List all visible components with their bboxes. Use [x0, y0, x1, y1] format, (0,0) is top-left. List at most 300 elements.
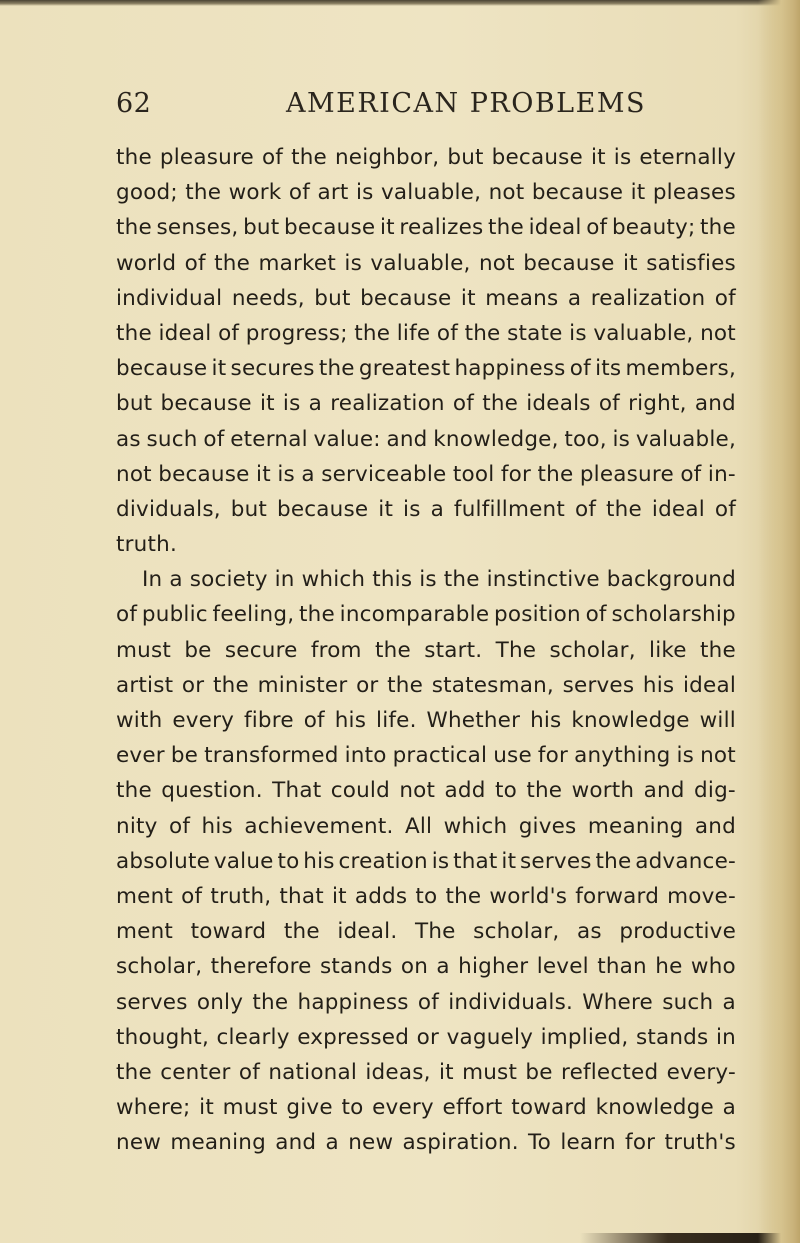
word: the: [700, 215, 736, 241]
word: ideal.: [337, 919, 398, 945]
word: be: [525, 1059, 553, 1085]
word: a: [436, 954, 450, 980]
word: position: [494, 602, 581, 628]
word: give: [286, 1095, 333, 1121]
word: The: [495, 637, 537, 663]
word: is: [282, 391, 301, 417]
text-line: [116, 492, 736, 527]
word: dividuals,: [116, 496, 221, 522]
word: the: [318, 356, 355, 382]
word: question.: [161, 778, 263, 804]
word: its: [595, 356, 622, 382]
word: background: [606, 567, 736, 593]
word: add: [444, 778, 486, 804]
word: neighbor,: [334, 145, 440, 170]
word: realizes: [399, 215, 484, 241]
word: toward: [511, 1095, 587, 1121]
word: is: [569, 320, 587, 346]
word: ment: [116, 883, 174, 909]
word: is: [431, 848, 450, 874]
text-line: [116, 457, 736, 492]
word: feeling,: [212, 602, 295, 628]
text-line: [116, 316, 736, 351]
word: a: [567, 285, 582, 311]
word: must: [116, 637, 172, 663]
word: achievement.: [244, 813, 394, 839]
word: absolute: [116, 848, 211, 874]
word: such: [146, 426, 198, 452]
word: the: [443, 567, 480, 593]
word: he: [655, 954, 683, 980]
word: happiness: [297, 989, 409, 1015]
word: productive: [619, 919, 736, 945]
word: new: [348, 1130, 394, 1156]
text-line: [116, 281, 736, 316]
word: value:: [313, 426, 381, 452]
word: progress;: [245, 320, 348, 346]
text-line: [116, 562, 736, 597]
text-line: [116, 597, 736, 632]
word: meaning: [170, 1130, 266, 1156]
word: such: [662, 989, 714, 1015]
word: his: [642, 672, 675, 698]
word: art: [317, 180, 349, 206]
word: and: [386, 426, 428, 452]
word: work: [228, 180, 282, 206]
running-head: AMERICAN PROBLEMS: [286, 88, 646, 119]
word: not: [399, 778, 436, 804]
word: means: [485, 285, 559, 311]
word: pleases: [652, 180, 736, 206]
word: because: [116, 356, 208, 382]
word: who: [690, 954, 736, 980]
word: eternally: [639, 145, 736, 170]
word: scholar,: [473, 919, 560, 945]
word: it: [630, 180, 646, 206]
word: because: [158, 461, 250, 487]
word: use: [493, 743, 532, 769]
word: That: [272, 778, 322, 804]
word: because: [531, 180, 624, 206]
word: good;: [116, 180, 178, 206]
word: the: [213, 672, 249, 698]
word: a: [722, 989, 736, 1015]
word: satisfies: [646, 250, 736, 276]
word: a: [325, 1130, 339, 1156]
word: it: [460, 285, 476, 311]
word: life: [396, 320, 431, 346]
word: the: [526, 778, 563, 804]
word: with: [116, 708, 163, 733]
word: of: [452, 391, 475, 417]
word: like: [649, 637, 687, 663]
text-line: [116, 633, 736, 668]
word: dig-: [694, 778, 736, 804]
word: because: [277, 496, 369, 522]
word: must: [462, 1059, 518, 1085]
word: too,: [564, 426, 607, 452]
word: or: [181, 672, 205, 698]
word: tool: [452, 461, 495, 487]
word: it: [256, 461, 271, 487]
word: realization: [330, 391, 445, 417]
word: toward: [190, 919, 267, 945]
word: the: [375, 637, 411, 663]
word: artist: [116, 672, 174, 698]
word: public: [141, 602, 208, 628]
word: Where: [582, 989, 653, 1015]
word: ideal: [683, 672, 736, 698]
word: into: [344, 743, 387, 769]
word: is: [344, 250, 362, 276]
word: the: [116, 778, 152, 804]
word: is: [419, 567, 437, 593]
word: All: [404, 813, 433, 839]
word: ideal: [528, 215, 582, 241]
text-line: [116, 985, 736, 1020]
word: must: [222, 1095, 278, 1121]
word: fulfillment: [453, 496, 566, 522]
word: of: [569, 356, 591, 382]
word: ment: [116, 919, 174, 945]
word: the: [252, 989, 289, 1015]
text-line: [116, 351, 736, 386]
word: knowledge,: [433, 426, 559, 452]
word: it: [211, 356, 227, 382]
word: but: [243, 215, 280, 241]
word: be: [170, 743, 199, 769]
word: of: [168, 813, 191, 839]
word: thought,: [116, 1024, 209, 1050]
word: as: [577, 919, 602, 945]
text-line: [116, 140, 736, 175]
word: pleasure: [579, 461, 674, 487]
word: it: [501, 848, 517, 874]
word: realization: [590, 285, 706, 311]
word: worth: [571, 778, 635, 804]
word: his: [201, 813, 233, 839]
word: to: [494, 778, 517, 804]
word: but: [314, 285, 351, 311]
word: members,: [625, 356, 736, 382]
word: the: [387, 672, 424, 698]
word: because: [360, 285, 452, 311]
word: the: [116, 320, 152, 346]
word: but: [447, 145, 484, 170]
word: the: [116, 145, 152, 170]
word: state: [507, 320, 563, 346]
word: scholar,: [116, 954, 203, 980]
word: valuable,: [635, 426, 736, 452]
word: life.: [376, 708, 417, 733]
word: serves: [562, 672, 635, 698]
word: ideals: [526, 391, 591, 417]
word: and: [694, 391, 736, 417]
word: of: [184, 250, 206, 276]
word: creation: [338, 848, 428, 874]
word: meaning: [587, 813, 684, 839]
word: the: [488, 215, 524, 241]
word: fibre: [243, 708, 294, 733]
page-header: [116, 88, 716, 128]
word: than: [597, 954, 647, 980]
word: practical: [392, 743, 488, 769]
page-number: 62: [116, 88, 152, 119]
word: it: [622, 250, 638, 276]
word: of: [261, 145, 284, 170]
word: because: [160, 391, 252, 417]
word: where;: [116, 1095, 191, 1121]
word: that: [453, 848, 498, 874]
word: is: [676, 743, 695, 769]
word: expressed: [297, 1024, 410, 1050]
word: the: [354, 320, 391, 346]
text-line: [116, 1125, 736, 1160]
word: will: [699, 708, 736, 733]
word: serviceable: [321, 461, 447, 487]
text-line: [116, 773, 736, 808]
word: a: [430, 496, 444, 522]
word: reflected: [561, 1059, 659, 1085]
word: minister: [257, 672, 348, 698]
word: the: [464, 320, 501, 346]
word: To: [528, 1130, 552, 1156]
word: for: [625, 1130, 656, 1156]
word: valuable,: [593, 320, 694, 346]
word: for: [537, 743, 569, 769]
word: individual: [116, 285, 223, 311]
word: of: [303, 708, 325, 733]
text-line: [116, 914, 736, 949]
word: the: [116, 215, 152, 241]
word: the: [116, 1059, 152, 1085]
word: value: [213, 848, 274, 874]
word: society: [189, 567, 268, 593]
word: not: [700, 743, 736, 769]
word: market: [258, 250, 336, 276]
word: his: [530, 708, 562, 733]
word: and: [643, 778, 685, 804]
word: could: [330, 778, 390, 804]
word: only: [196, 989, 244, 1015]
word: happiness: [454, 356, 566, 382]
word: knowledge: [571, 708, 690, 733]
word: because: [523, 250, 615, 276]
word: knowledge: [595, 1095, 714, 1121]
text-line: [116, 738, 736, 773]
word: the: [595, 848, 632, 874]
word: of: [116, 602, 138, 628]
word: stands: [635, 1024, 709, 1050]
word: needs,: [231, 285, 305, 311]
word: the: [700, 637, 736, 663]
word: not: [116, 461, 152, 487]
word: serves: [116, 989, 188, 1015]
word: pleasure: [159, 145, 254, 170]
word: of: [585, 602, 607, 628]
word: secure: [224, 637, 298, 663]
text-line: [116, 703, 736, 738]
word: instinctive: [486, 567, 600, 593]
word: of: [238, 1059, 261, 1085]
word: aspiration.: [402, 1130, 519, 1156]
word: it: [259, 391, 275, 417]
word: new: [116, 1130, 162, 1156]
word: the: [299, 602, 335, 628]
word: individuals.: [448, 989, 574, 1015]
text-line: [116, 422, 736, 457]
word: but: [230, 496, 268, 522]
word: of: [417, 989, 439, 1015]
word: is: [277, 461, 295, 487]
word: or: [356, 672, 379, 698]
word: this: [372, 567, 413, 593]
word: anything: [574, 743, 671, 769]
word: is: [403, 496, 421, 522]
word: it: [438, 1059, 454, 1085]
word: on: [400, 954, 429, 980]
word: the: [537, 461, 574, 487]
word: is: [612, 426, 631, 452]
text-line: [116, 879, 736, 914]
word: and: [694, 813, 736, 839]
word: of: [181, 883, 203, 909]
word: of: [586, 215, 608, 241]
text-line: [116, 1090, 736, 1125]
text-line: [116, 210, 736, 245]
word: every-: [666, 1059, 736, 1085]
text-line: [116, 1055, 736, 1090]
word: eternal: [230, 426, 308, 452]
word: ideal: [158, 320, 212, 346]
word: adds: [354, 883, 408, 909]
text-line: [116, 668, 736, 703]
word: statesman,: [431, 672, 554, 698]
word: a: [722, 1095, 736, 1121]
word: but: [116, 391, 153, 417]
word: level: [536, 954, 589, 980]
word: it: [199, 1095, 214, 1121]
word: it: [590, 145, 606, 170]
word: Whether: [426, 708, 521, 733]
word: transformed: [204, 743, 339, 769]
word: of: [598, 391, 620, 417]
word: for: [500, 461, 532, 487]
word: of: [714, 285, 736, 311]
word: truth,: [210, 883, 272, 909]
word: it: [331, 883, 347, 909]
word: serves: [520, 848, 592, 874]
word: world: [116, 250, 177, 276]
word: scholarship: [611, 602, 736, 628]
word: or: [416, 1024, 440, 1050]
word: incomparable: [339, 602, 490, 628]
word: ideas,: [365, 1059, 431, 1085]
word: it: [379, 215, 395, 241]
word: the: [606, 496, 642, 522]
text-line: [116, 809, 736, 844]
word: valuable,: [370, 250, 471, 276]
word: vaguely: [446, 1024, 534, 1050]
word: and: [275, 1130, 317, 1156]
word: The: [414, 919, 456, 945]
word: right,: [628, 391, 687, 417]
word: higher: [458, 954, 529, 980]
word: to: [277, 848, 300, 874]
word: ideal: [651, 496, 705, 522]
word: that: [279, 883, 324, 909]
word: gives: [518, 813, 577, 839]
text-line: truth.: [116, 532, 177, 558]
word: therefore: [210, 954, 312, 980]
word: In: [142, 567, 163, 593]
word: forward: [575, 883, 660, 909]
word: the: [185, 180, 222, 206]
word: not: [700, 320, 736, 346]
word: to: [341, 1095, 364, 1121]
word: greatest: [358, 356, 451, 382]
word: of: [714, 496, 736, 522]
word: as: [116, 426, 141, 452]
word: from: [310, 637, 362, 663]
text-line: [116, 246, 736, 281]
word: which: [443, 813, 508, 839]
word: center: [160, 1059, 231, 1085]
word: not: [478, 250, 515, 276]
word: a: [169, 567, 183, 593]
scan-edge-shadow: [580, 1233, 800, 1243]
body-text: [116, 140, 736, 1160]
word: effort: [442, 1095, 503, 1121]
word: the: [214, 250, 251, 276]
word: advance-: [635, 848, 736, 874]
word: a: [301, 461, 315, 487]
word: of: [680, 461, 702, 487]
word: is: [613, 145, 632, 170]
word: every: [372, 1095, 434, 1121]
word: in-: [707, 461, 736, 487]
word: valuable,: [380, 180, 482, 206]
word: the: [482, 391, 519, 417]
word: truth's: [664, 1130, 736, 1156]
word: of: [203, 426, 225, 452]
word: be: [184, 637, 212, 663]
word: scholar,: [549, 637, 636, 663]
word: is: [355, 180, 374, 206]
text-line: [116, 175, 736, 210]
word: because: [284, 215, 376, 241]
word: beauty;: [611, 215, 696, 241]
word: the: [291, 145, 327, 170]
word: secures: [230, 356, 315, 382]
word: move-: [667, 883, 736, 909]
word: which: [301, 567, 366, 593]
word: his: [334, 708, 367, 733]
word: the: [283, 919, 320, 945]
word: start.: [424, 637, 483, 663]
word: to: [415, 883, 438, 909]
word: stands: [319, 954, 393, 980]
word: national: [268, 1059, 358, 1085]
word: clearly: [216, 1024, 290, 1050]
word: implied,: [540, 1024, 629, 1050]
word: nity: [116, 813, 158, 839]
word: of: [218, 320, 240, 346]
word: of: [436, 320, 458, 346]
word: it: [378, 496, 394, 522]
word: senses,: [156, 215, 239, 241]
text-line: [116, 386, 736, 421]
